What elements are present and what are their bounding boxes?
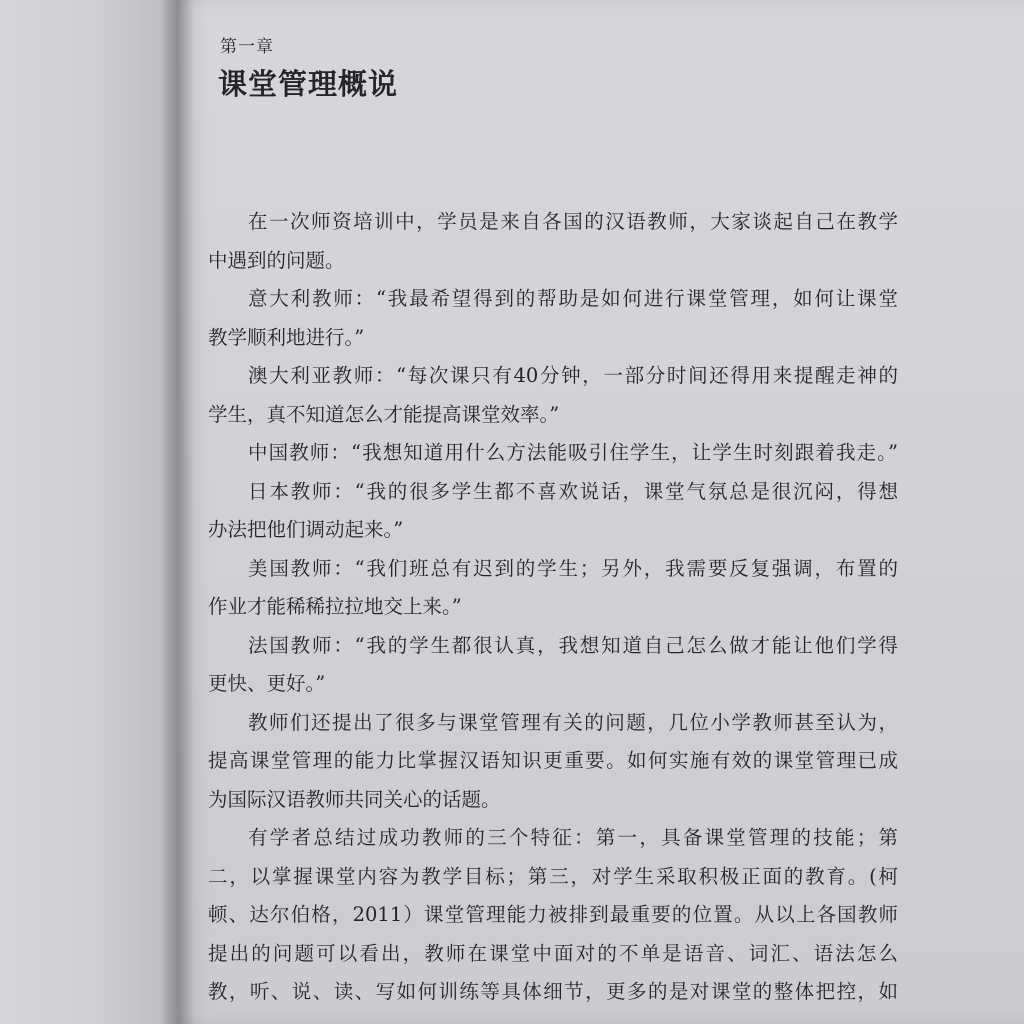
- text-line: 法国教师：“我的学生都很认真，我想知道自己怎么做才能让他们学得: [248, 633, 898, 657]
- text-line: 澳大利亚教师：“每次课只有40分钟，一部分时间还得用来提醒走神的: [248, 364, 898, 387]
- text-line: 办法把他们调动起来。”: [208, 518, 404, 541]
- text-line: 美国教师：“我们班总有迟到的学生；另外，我需要反复强调，布置的: [248, 556, 898, 580]
- text-line: 在一次师资培训中，学员是来自各国的汉语教师，大家谈起自己在教学: [248, 210, 898, 233]
- text-line: 中国教师：“我想知道用什么方法能吸引住学生，让学生时刻跟着我走。”: [248, 441, 898, 464]
- right-page: [178, 0, 1024, 1024]
- text-line: 教师们还提出了很多与课堂管理有关的问题，几位小学教师甚至认为，: [248, 710, 898, 734]
- text-line: 提高课堂管理的能力比掌握汉语知识更重要。如何实施有效的课堂管理已成: [208, 749, 898, 772]
- chapter-title: 课堂管理概说: [218, 67, 399, 101]
- text-line: 更快、更好。”: [208, 672, 326, 695]
- chapter-label: 第一章: [220, 37, 274, 57]
- text-line: 意大利教师：“我最希望得到的帮助是如何进行课堂管理，如何让课堂: [248, 287, 898, 310]
- text-line: 顿、达尔伯格，2011）课堂管理能力被排到最重要的位置。从以上各国教师: [208, 903, 898, 926]
- text-line: 学生，真不知道怎么才能提高课堂效率。”: [208, 402, 560, 426]
- text-line: 二，以掌握课堂内容为教学目标；第三，对学生采取积极正面的教育。(柯: [208, 864, 898, 888]
- text-line: 中遇到的问题。: [208, 248, 345, 272]
- text-line: 教，听、说、读、写如何训练等具体细节，更多的是对课堂的整体把控，如: [208, 980, 898, 1003]
- text-line: 提出的问题可以看出，教师在课堂中面对的不单是语音、词汇、语法怎么: [208, 941, 898, 965]
- text-line: 教学顺利地进行。”: [208, 325, 365, 349]
- text-line: 作业才能稀稀拉拉地交上来。”: [208, 595, 462, 618]
- text-line: 有学者总结过成功教师的三个特征：第一，具备课堂管理的技能；第: [248, 826, 898, 849]
- book-gutter: [160, 0, 194, 1024]
- text-line: 日本教师：“我的很多学生都不喜欢说话，课堂气氛总是很沉闷，得想: [248, 479, 898, 503]
- body-text: [208, 203, 898, 1012]
- text-line: 为国际汉语教师共同关心的话题。: [208, 787, 501, 811]
- left-page: [0, 0, 178, 1024]
